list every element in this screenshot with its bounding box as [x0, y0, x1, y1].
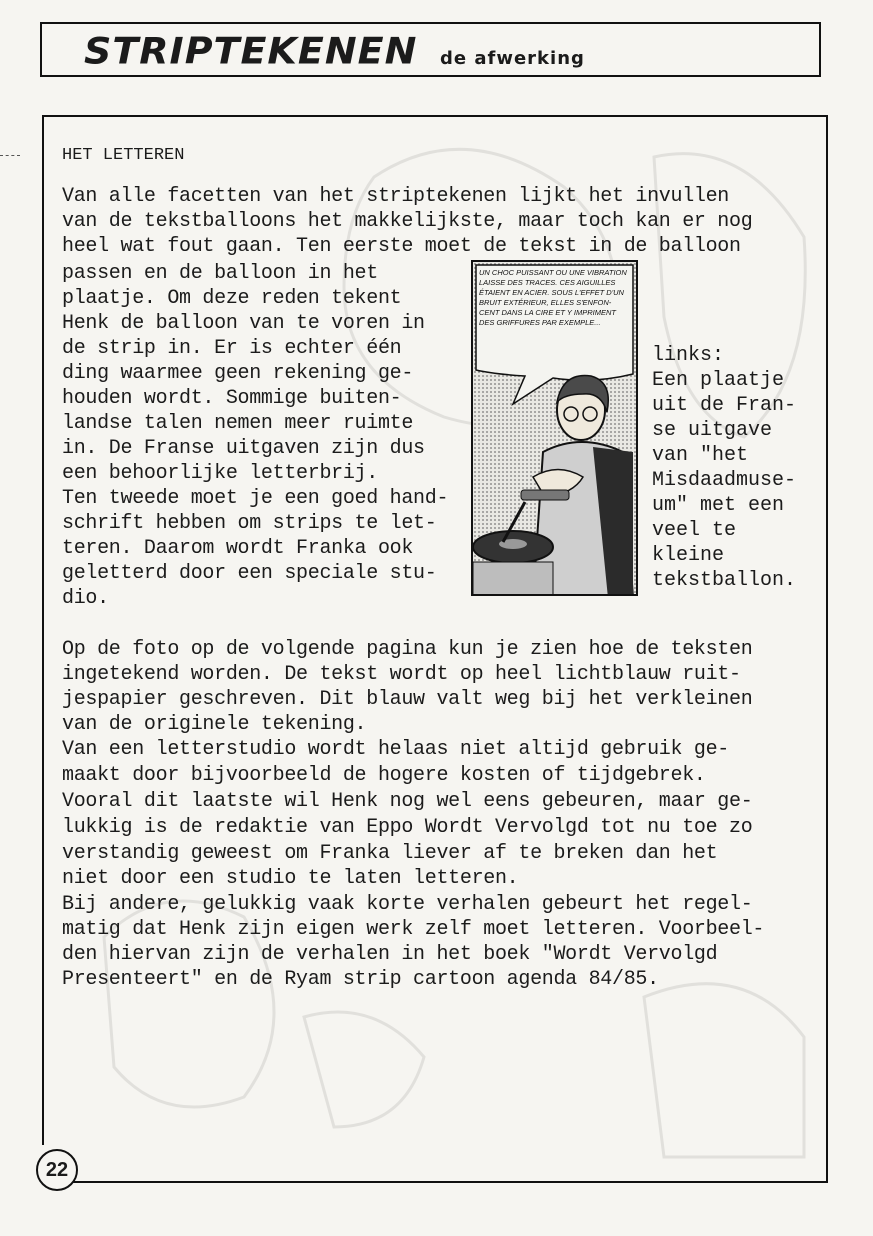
body-line: verstandig geweest om Franka liever af te breken dan het: [62, 842, 718, 865]
caption-line: links:: [652, 344, 725, 367]
section-heading: HET LETTEREN: [62, 146, 185, 165]
caption-line: se uitgave: [652, 419, 773, 442]
body-line: Op de foto op de volgende pagina kun je zien hoe de teksten: [62, 638, 753, 661]
body-line: houden wordt. Sommige buiten-: [62, 387, 402, 410]
body-line: niet door een studio te laten letteren.: [62, 867, 519, 890]
body-line: matig dat Henk zijn eigen werk zelf moet letteren. Voorbeel-: [62, 918, 765, 941]
body-line: landse talen nemen meer ruimte: [62, 412, 414, 435]
body-line: dio.: [62, 587, 109, 610]
caption-line: van "het: [652, 444, 749, 467]
body-line: den hiervan zijn de verhalen in het boek "Wordt Vervolgd: [62, 943, 718, 966]
body-line: jespapier geschreven. Dit blauw valt weg bij het verkleinen: [62, 688, 753, 711]
body-line: ingetekend worden. De tekst wordt op heel lichtblauw ruit-: [62, 663, 741, 686]
body-line: passen en de balloon in het: [62, 262, 378, 285]
page-subtitle: de afwerking: [440, 48, 585, 69]
body-line: maakt door bijvoorbeeld de hogere kosten of tijdgebrek.: [62, 764, 706, 787]
body-line: heel wat fout gaan. Ten eerste moet de tekst in de balloon: [62, 235, 741, 258]
body-line: teren. Daarom wordt Franka ook: [62, 537, 414, 560]
caption-line: um" met een: [652, 494, 785, 517]
header-box: [40, 22, 821, 77]
comic-panel-image: [471, 260, 638, 596]
caption-line: kleine: [652, 544, 725, 567]
body-line: plaatje. Om deze reden tekent: [62, 287, 402, 310]
body-line: Presenteert" en de Ryam strip cartoon agenda 84/85.: [62, 968, 659, 991]
margin-mark: [0, 155, 20, 157]
body-line: geletterd door een speciale stu-: [62, 562, 437, 585]
caption-line: tekstballon.: [652, 569, 797, 592]
caption-line: veel te: [652, 519, 737, 542]
body-line: Bij andere, gelukkig vaak korte verhalen gebeurt het regel-: [62, 893, 753, 916]
body-line: Ten tweede moet je een goed hand-: [62, 487, 449, 510]
body-line: van de tekstballoons het makkelijkste, maar toch kan er nog: [62, 210, 753, 233]
caption-line: uit de Fran-: [652, 394, 797, 417]
page-number: 22: [36, 1149, 78, 1191]
comic-balloon-text: UN CHOC PUISSANT OU UNE VIBRATION LAISSE DES TRACES. CES AIGUILLES ÉTAIENT EN ACIER. SOUS L'EFFET D'UN BRUIT EXTÉRIEUR, ELLES S'ENFON- CENT DANS LA CIRE ET Y IMPRIMENT DES GRIFFURES PAR EXEMPLE...: [479, 268, 627, 327]
caption-line: Misdaadmuse-: [652, 469, 797, 492]
body-line: in. De Franse uitgaven zijn dus: [62, 437, 425, 460]
body-line: Van een letterstudio wordt helaas niet altijd gebruik ge-: [62, 738, 730, 761]
body-line: Vooral dit laatste wil Henk nog wel eens gebeuren, maar ge-: [62, 790, 753, 813]
body-line: schrift hebben om strips te let-: [62, 512, 437, 535]
page-title: STRIPTEKENEN: [84, 30, 418, 72]
body-line: de strip in. Er is echter één: [62, 337, 402, 360]
body-line: Henk de balloon van te voren in: [62, 312, 425, 335]
caption-line: Een plaatje: [652, 369, 785, 392]
body-line: van de originele tekening.: [62, 713, 367, 736]
body-line: een behoorlijke letterbrij.: [62, 462, 378, 485]
body-line: lukkig is de redaktie van Eppo Wordt Vervolgd tot nu toe zo: [62, 816, 753, 839]
body-line: Van alle facetten van het striptekenen lijkt het invullen: [62, 185, 730, 208]
frame-left-line: [42, 115, 44, 1145]
body-line: ding waarmee geen rekening ge-: [62, 362, 414, 385]
